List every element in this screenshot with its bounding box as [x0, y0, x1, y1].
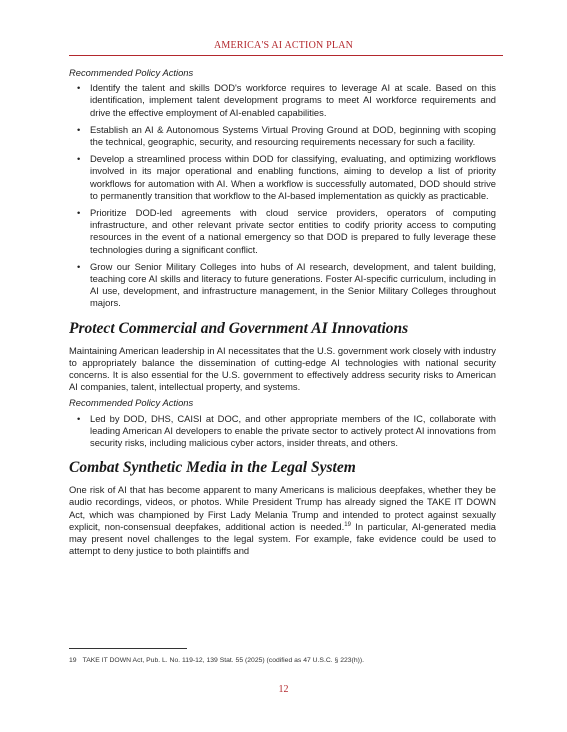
page-content: [69, 67, 496, 562]
footnote-rule: [69, 648, 187, 649]
section-paragraph: Maintaining American leadership in AI necessitates that the U.S. government work closely with industry to appropriately balance the dissemination of cutting-edge AI technologies with national security concerns. It is also essential for the U.S. government to effectively address security risks to American AI companies, talent, intellectual property, and systems.: [69, 344, 496, 393]
paragraph-text: One risk of AI that has become apparent to many Americans is malicious deepfakes, whether they be audio recordings, videos, or photos. While President Trump has already signed the TAKE IT DOWN Act, which was championed by First Lady Melania Trump and intended to protect against sexually explicit, non-consensual deepfakes, additional action is needed.: [69, 484, 496, 532]
list-item-text: Develop a streamlined process within DOD for classifying, evaluating, and optimizing workflows involved in its major operational and enabling functions, aiming to develop a list of priority workflows for automation with AI. When a workflow is successfully automated, DOD should strive to permanently transition that workflow to the AI-based implementation as quickly as practicable.: [90, 153, 496, 201]
list-item: [69, 207, 496, 256]
bullet-icon: •: [77, 260, 81, 272]
list-item-text: Prioritize DOD-led agreements with cloud service providers, operators of computing infrastructure, and other relevant private sector entities to codify priority access to computing resources in the event of a national emergency so that DOD is prepared to fully leverage these technologies during a significant conflict.: [90, 207, 496, 255]
list-item-text: Led by DOD, DHS, CAISI at DOC, and other appropriate members of the IC, collaborate with leading American AI developers to enable the private sector to actively protect AI innovations from security risks, including malicious cyber actors, insider threats, and others.: [90, 412, 496, 449]
bullet-icon: •: [77, 412, 81, 424]
paragraph-text: In particular, AI-generated media may present novel challenges to the legal system. For example, fake evidence could be used to attempt to deny justice to both plaintiffs and: [69, 520, 496, 557]
list-item: [69, 413, 496, 450]
section-heading-protect-innovations: Protect Commercial and Government AI Innovations: [69, 319, 409, 337]
list-item: [69, 82, 496, 119]
list-item-text: Identify the talent and skills DOD's workforce requires to leverage AI at scale. Based on this identification, implement talent development programs to meet AI workforce requirements and drive the effective employment of AI-enabled capabilities.: [90, 82, 496, 118]
section-paragraph: [69, 484, 496, 557]
footnote-reference[interactable]: 19: [344, 521, 351, 528]
list-item: [69, 124, 496, 148]
bullet-icon: •: [77, 207, 81, 219]
bullet-icon: •: [77, 82, 81, 94]
bullet-icon: •: [77, 153, 81, 165]
list-item-text: Grow our Senior Military Colleges into hubs of AI research, development, and talent building, teaching core AI skills and literacy to future generations. Foster AI-specific curriculum, including in AI use, development, and infrastructure management, in the Senior Military Colleges throughout majors.: [90, 260, 496, 309]
page-number: 12: [278, 684, 289, 695]
recommended-actions-subhead: Recommended Policy Actions: [69, 397, 194, 409]
footnote: [69, 656, 499, 665]
policy-actions-list: [69, 82, 496, 309]
policy-actions-list: [69, 413, 496, 450]
footnote-text: TAKE IT DOWN Act, Pub. L. No. 119-12, 139 Stat. 55 (2025) (codified as 47 U.S.C. § 223(h)).: [82, 657, 365, 664]
bullet-icon: •: [77, 123, 81, 135]
header-rule: [69, 55, 503, 56]
list-item-text: Establish an AI & Autonomous Systems Virtual Proving Ground at DOD, beginning with scoping the technical, geographic, security, and resourcing requirements necessary for such a facility.: [90, 123, 496, 148]
list-item: [69, 153, 496, 202]
footnote-number: 19: [69, 657, 77, 664]
section-heading-synthetic-media: Combat Synthetic Media in the Legal System: [69, 459, 356, 477]
running-header: AMERICA'S AI ACTION PLAN: [213, 40, 354, 51]
recommended-actions-subhead: Recommended Policy Actions: [69, 67, 194, 78]
list-item: [69, 261, 496, 310]
